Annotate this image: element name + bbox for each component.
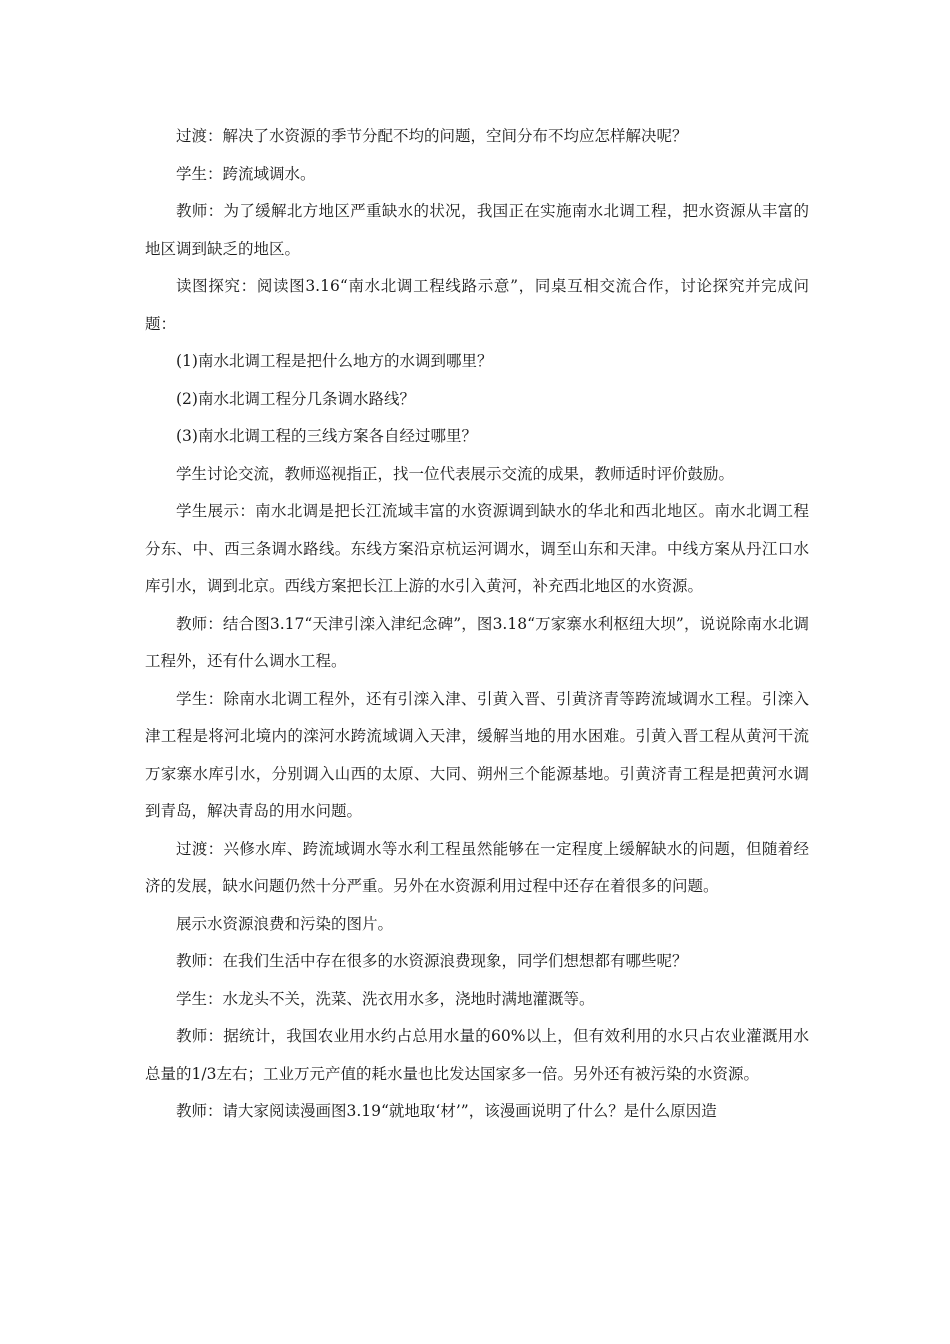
paragraph-student-3: 学生：水龙头不关，洗菜、洗衣用水多，浇地时满地灌溉等。 — [176, 989, 595, 1008]
paragraph-student-1: 学生：跨流域调水。 — [176, 164, 316, 183]
paragraph-teacher-3: 教师：在我们生活中存在很多的水资源浪费现象，同学们想想都有哪些呢？ — [176, 952, 688, 970]
paragraph-discussion: 学生讨论交流，教师巡视指正，找一位代表展示交流的成果，教师适时评价鼓励。 — [176, 464, 735, 483]
paragraph-question-2: (2)南水北调工程分几条调水路线？ — [176, 389, 415, 408]
paragraph-map-inquiry: 读图探究：阅读图3.16“南水北调工程线路示意”，同桌互相交流合作，讨论探究并完成问题： — [145, 277, 809, 333]
paragraph-transition-2: 过渡：兴修水库、跨流域调水等水利工程虽然能够在一定程度上缓解缺水的问题，但随着经济的发展，缺水问题仍然十分严重。另外在水资源利用过程中还存在着很多的问题。 — [145, 839, 809, 895]
body-text — [145, 118, 809, 1131]
paragraph-show-images: 展示水资源浪费和污染的图片。 — [176, 914, 394, 933]
paragraph-teacher-1: 教师：为了缓解北方地区严重缺水的状况，我国正在实施南水北调工程，把水资源从丰富的地区调到缺乏的地区。 — [145, 202, 809, 258]
paragraph-student-2: 学生：除南水北调工程外，还有引滦入津、引黄入晋、引黄济青等跨流域调水工程。引滦入津工程是将河北境内的滦河水跨流域调入天津，缓解当地的用水困难。引黄入晋工程从黄河干流万家寨水库引水，分别调入山西的太原、大同、朔州三个能源基地。引黄济青工程是把黄河水调到青岛，解决青岛的用水问题。 — [145, 689, 809, 820]
paragraph-teacher-5: 教师：请大家阅读漫画图3.19“就地取‘材’”，该漫画说明了什么？是什么原因造 — [176, 1102, 717, 1120]
paragraph-teacher-4: 教师：据统计，我国农业用水约占总用水量的60%以上，但有效利用的水只占农业灌溉用水总量的1/3左右；工业万元产值的耗水量也比发达国家多一倍。另外还有被污染的水资源。 — [145, 1027, 809, 1083]
paragraph-question-3: (3)南水北调工程的三线方案各自经过哪里？ — [176, 427, 477, 445]
paragraph-teacher-2: 教师：结合图3.17“天津引滦入津纪念碑”，图3.18“万家寨水利枢纽大坝”，说说除南水北调工程外，还有什么调水工程。 — [145, 614, 809, 670]
paragraph-student-presentation: 学生展示：南水北调是把长江流域丰富的水资源调到缺水的华北和西北地区。南水北调工程分东、中、西三条调水路线。东线方案沿京杭运河调水，调至山东和天津。中线方案从丹江口水库引水，调到北京。西线方案把长江上游的水引入黄河，补充西北地区的水资源。 — [145, 502, 809, 595]
paragraph-question-1: (1)南水北调工程是把什么地方的水调到哪里？ — [176, 352, 493, 370]
paragraph-transition-1: 过渡：解决了水资源的季节分配不均的问题，空间分布不均应怎样解决呢？ — [176, 127, 688, 145]
